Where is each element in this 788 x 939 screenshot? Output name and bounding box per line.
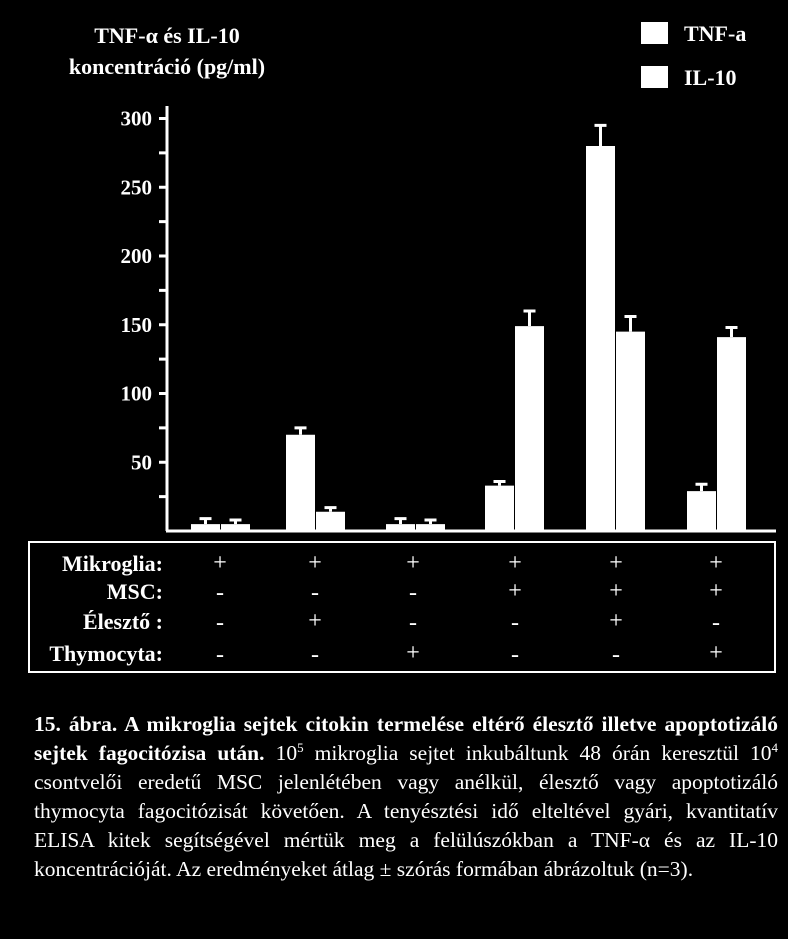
caption-sup-2: 4 [771,739,778,755]
condition-sign: - [409,580,417,606]
bar-il10 [717,337,746,531]
condition-sign: - [712,610,720,636]
condition-sign: - [409,610,417,636]
condition-sign: + [406,640,420,666]
bar-tnf [687,491,716,531]
condition-sign: + [508,550,522,576]
bar-il10 [515,326,544,531]
condition-sign: + [609,578,623,604]
caption-sup-1: 5 [297,739,304,755]
condition-sign: - [216,642,224,668]
legend-label-il10: IL-10 [684,65,737,90]
bar-il10 [416,524,445,531]
condition-sign: - [311,642,319,668]
bar-tnf [286,435,315,531]
condition-sign: + [609,550,623,576]
bar-tnf [485,486,514,531]
condition-sign: - [216,610,224,636]
y-tick-label: 300 [120,106,152,131]
bar-il10 [221,524,250,531]
bar-tnf [191,524,220,531]
y-tick-label: 50 [131,450,152,475]
condition-sign: - [511,642,519,668]
y-tick-label: 150 [120,312,152,337]
bar-tnf [586,146,615,531]
caption-text-2: mikroglia sejtet inkubáltunk 48 órán keresztül 10 [303,741,772,765]
condition-sign: + [709,550,723,576]
caption-text-1: 10 [264,741,298,765]
y-tick-label: 200 [120,244,152,268]
condition-sign: + [406,550,420,576]
condition-sign: - [612,642,620,668]
legend-swatch-il10 [641,66,668,88]
chart-title-line-2: koncentráció (pg/ml) [68,54,266,79]
bar-il10 [616,332,645,531]
condition-sign: - [511,610,519,636]
chart-title-line-1: TNF-α és IL-10 [94,23,240,48]
condition-label: MSC: [106,579,163,604]
condition-label: Mikroglia: [61,551,163,576]
bar-il10 [316,512,345,531]
condition-sign: + [609,608,623,634]
caption-title: 15. ábra. A mikroglia sejtek citokin termelése eltérő élesztő illetve apoptotizáló sejtek fagocitózisa után. [34,712,778,765]
y-tick-label: 100 [120,381,152,406]
y-tick-label: 250 [120,175,152,200]
condition-sign: + [308,608,322,634]
legend-swatch-tnf [641,22,668,44]
legend-label-tnf: TNF-a [684,21,747,46]
condition-sign: + [709,578,723,604]
condition-sign: + [709,640,723,666]
figure-caption [34,710,778,884]
condition-sign: - [216,580,224,606]
condition-label: Thymocyta: [49,641,163,666]
caption-text-3: csontvelői eredetű MSC jelenlétében vagy anélkül, élesztő vagy apoptotizáló thymocyta fagocitózisát követően. A tenyésztési idő elteltével gyári, kvantitatív ELISA kitek segítségével mértük meg a felülúszókban a TNF-α és az IL-10 koncentrációját. Az eredményeket átlag ± szórás formában ábrázoltuk (n=3). [34,770,778,881]
condition-sign: - [311,580,319,606]
condition-sign: + [308,550,322,576]
condition-sign: + [213,550,227,576]
condition-sign: + [508,578,522,604]
condition-label: Élesztő : [82,609,163,634]
bar-tnf [386,524,415,531]
